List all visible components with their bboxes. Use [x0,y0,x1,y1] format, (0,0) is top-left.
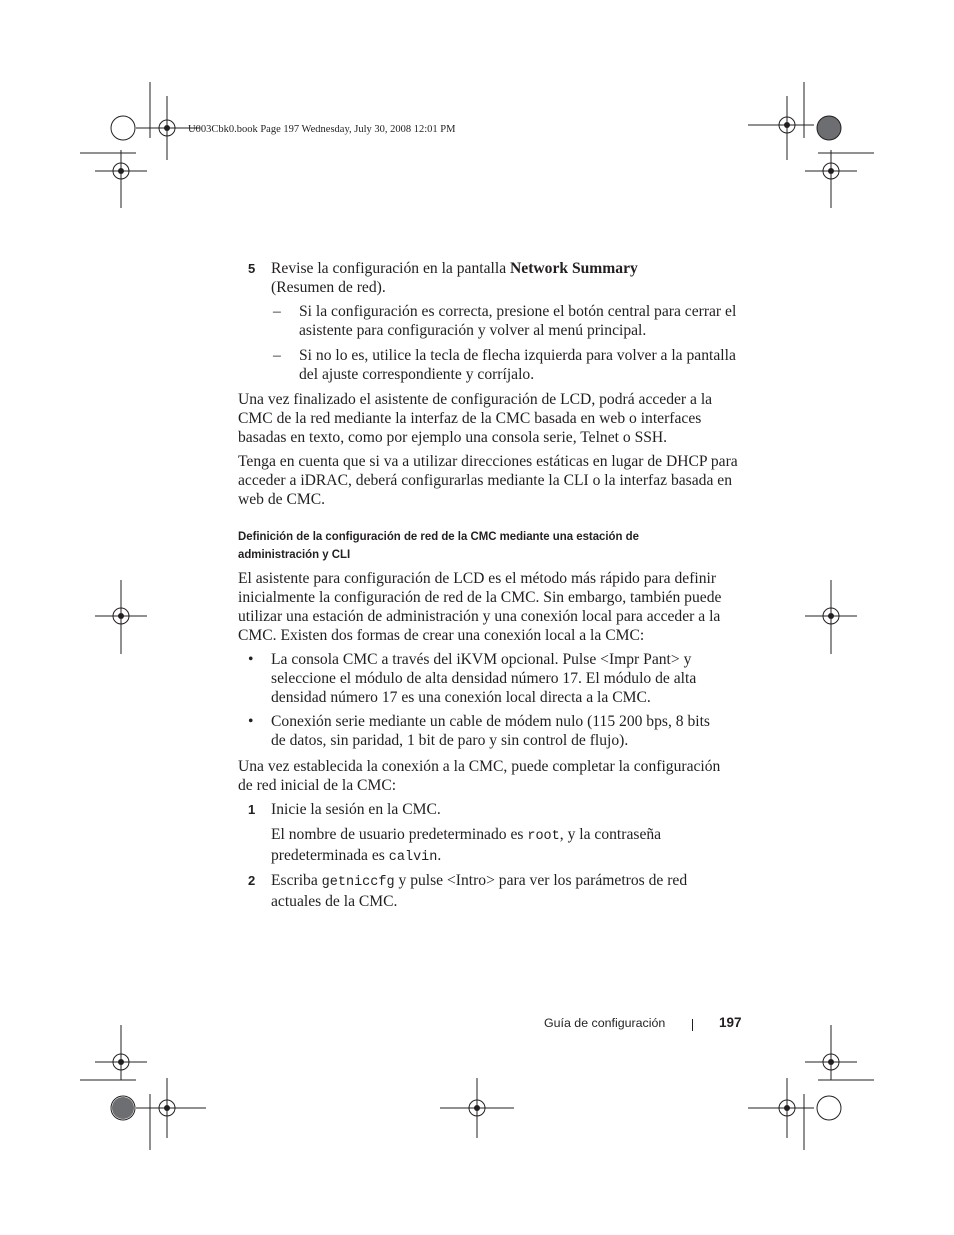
bullet-item-serial: Conexión serie mediante un cable de módem nulo (115 200 bps, 8 bits de datos, sin paridad, 1 bit de paro y sin control de flujo). [271,713,710,749]
footer-guide-title: Guía de configuración [544,1016,666,1030]
step-5-number: 5 [248,261,256,276]
step-1-text: Inicie la sesión en la CMC. [271,801,441,818]
step-5-sub-1: Si la configuración es correcta, presione el botón central para cerrar el asistente para configuración y volver al menú principal. [299,303,737,339]
paragraph-local-connection: El asistente para configuración de LCD es el método más rápido para definir inicialmente la configuración de red de la CMC. Sin embargo, también puede utilizar una estación de administración y una conexión local para acceder a la CMC. Existen dos formas de crear una conexión local a la CMC: [238,570,722,644]
bullet-marker: • [248,713,254,730]
dash-marker: – [273,347,281,364]
default-username: root [527,829,560,844]
step-5-text-after: (Resumen de red). [271,279,386,296]
book-page-info: U003Cbk0.book Page 197 Wednesday, July 30, 2008 12:01 PM [188,124,456,135]
step-5-text [271,259,741,297]
step-1-note-b: , y la contraseña predeterminada es [271,826,662,864]
paragraph-static-addresses: Tenga en cuenta que si va a utilizar direcciones estáticas en lugar de DHCP para acceder a iDRAC, deberá configurarlas mediante la CLI o la interfaz basada en web de CMC. [238,453,738,508]
step-5-text-before: Revise la configuración en la pantalla [271,260,511,277]
section-heading: Definición de la configuración de red de la CMC mediante una estación de administración y CLI [238,529,639,561]
step-2-text-a: Escriba [271,872,322,889]
paragraph-connection-established: Una vez establecida la conexión a la CMC, puede completar la configuración de red inicial de la CMC: [238,758,721,794]
step-1-note-a: El nombre de usuario predeterminado es [271,826,528,843]
getniccfg-command: getniccfg [321,875,395,890]
bullet-marker: • [248,651,254,668]
step-1-note [271,825,711,867]
step-2-text [271,871,721,911]
step-5-sub-2: Si no lo es, utilice la tecla de flecha izquierda para volver a la pantalla del ajuste correspondiente y corríjalo. [299,347,736,383]
step-2-text-b: y pulse <Intro> para ver los parámetros de red actuales de la CMC. [271,872,688,910]
step-1-note-c: . [437,847,442,864]
step-2-number: 2 [248,873,256,888]
dash-marker: – [273,303,281,320]
paragraph-lcd-wizard-finished: Una vez finalizado el asistente de configuración de LCD, podrá acceder a la CMC de la red mediante la interfaz de la CMC basada en web o interfaces basadas en texto, como por ejemplo una consola serie, Telnet o SSH. [238,391,713,446]
bullet-item-ikvm: La consola CMC a través del iKVM opcional. Pulse <Impr Pant> y seleccione el módulo de alta densidad número 17. El módulo de alta densidad número 17 es una conexión local directa a la CMC. [271,651,697,706]
footer-separator [692,1019,693,1031]
step-1-number: 1 [248,802,256,817]
page-number: 197 [719,1015,742,1030]
default-password: calvin [388,850,438,865]
network-summary-label: Network Summary [510,260,638,277]
